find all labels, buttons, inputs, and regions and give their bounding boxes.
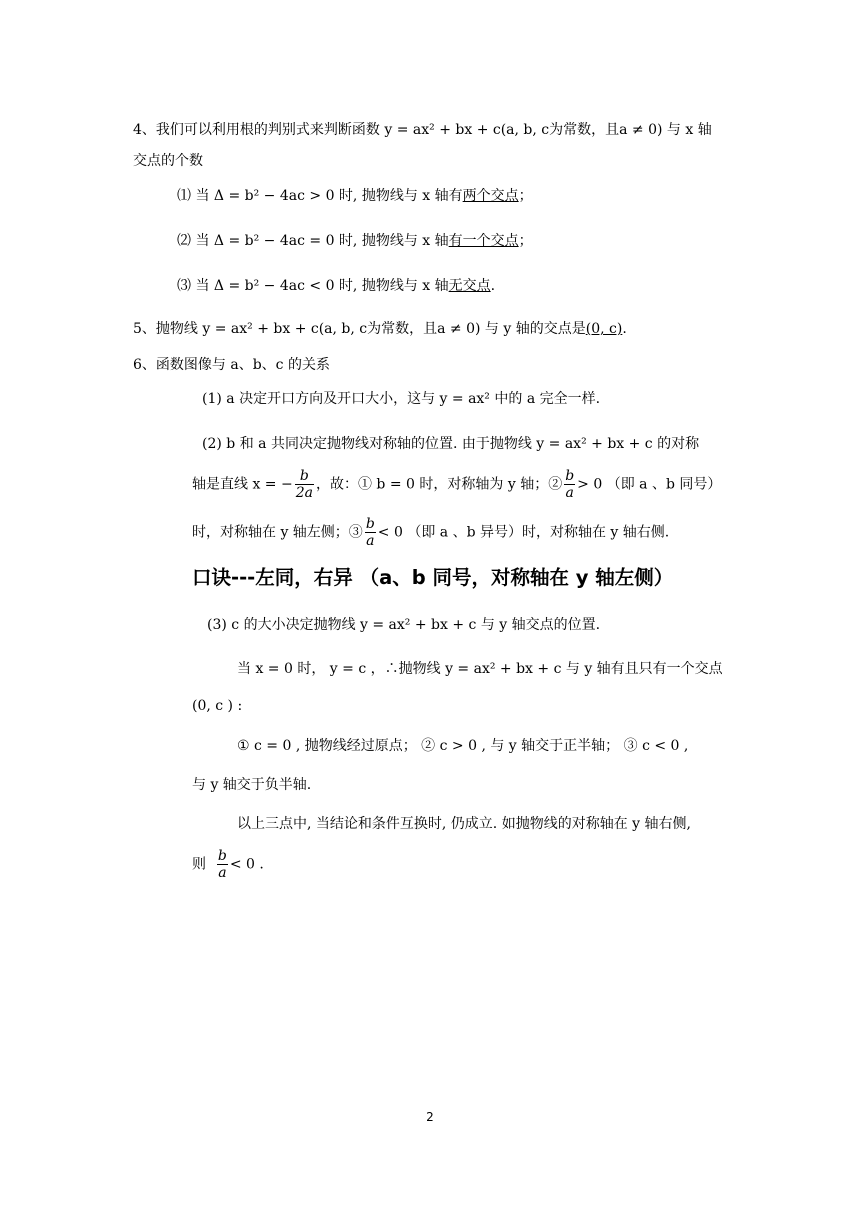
p2b-mid: ，故：① b = 0 时，对称轴为 y 轴；② (315, 476, 563, 493)
frac-den: a (218, 865, 227, 881)
frac-num: b (565, 468, 575, 484)
line-point3-c: ① c = 0 , 抛物线经过原点； ② c > 0 , 与 y 轴交于正半轴； ③ c < 0 , (237, 738, 689, 754)
frac-den: a (366, 533, 375, 549)
fraction-b-over-a (365, 516, 376, 549)
frac-den: a (565, 485, 574, 501)
case3-end: . (490, 278, 496, 294)
line-point3-b: (0, c ) : (192, 698, 243, 714)
p2b-text: 轴是直线 x = − (192, 476, 293, 493)
line-item4-case3 (177, 277, 495, 295)
line-item4-case2 (177, 232, 533, 250)
line-item4-b: 交点的个数 (133, 153, 203, 169)
mnemonic-heading: 口诀---左同，右异 （a、b 同号，对称轴在 y 轴左侧） (192, 566, 674, 589)
line-point2-b (192, 468, 721, 501)
line-point2-c (192, 516, 669, 549)
frac-num: b (365, 516, 375, 532)
case2-answer: 有一个交点 (448, 233, 519, 249)
case2-text: ⑵ 当 Δ = b² − 4ac = 0 时, 抛物线与 x 轴 (177, 233, 449, 249)
case3-text: ⑶ 当 Δ = b² − 4ac < 0 时, 抛物线与 x 轴 (177, 278, 449, 294)
line-point3-d: 与 y 轴交于负半轴. (192, 777, 312, 793)
fraction-b-over-2a (295, 468, 314, 501)
p2c-end: < 0 （即 a 、b 异号）时，对称轴在 y 轴右侧. (377, 524, 670, 541)
p2c-text: 时，对称轴在 y 轴左侧；③ (192, 524, 363, 541)
item5-end: . (622, 321, 627, 337)
item5-text: 5、抛物线 y = ax² + bx + c(a, b, c为常数，且a ≠ 0) 与 y 轴的交点是 (133, 321, 586, 337)
line-point1: (1) a 决定开口方向及开口大小，这与 y = ax² 中的 a 完全一样. (202, 391, 601, 407)
page-number: 2 (426, 1110, 434, 1124)
frac-den: 2a (295, 485, 313, 501)
note-b-text: 则 (192, 856, 206, 873)
case1-end: ； (518, 188, 533, 204)
line-point3-a: 当 x = 0 时， y = c ，∴抛物线 y = ax² + bx + c 与 y 轴有且只有一个交点 (237, 661, 723, 677)
line-point3: (3) c 的大小决定抛物线 y = ax² + bx + c 与 y 轴交点的位置. (207, 617, 601, 633)
line-item4-case1 (177, 187, 533, 205)
frac-num: b (295, 468, 314, 485)
fraction-b-over-a (217, 848, 228, 881)
note-b-end: < 0 . (229, 856, 264, 873)
line-item5 (133, 320, 627, 338)
case3-answer: 无交点 (448, 278, 491, 294)
line-note-a: 以上三点中, 当结论和条件互换时, 仍成立. 如抛物线的对称轴在 y 轴右侧, (237, 816, 691, 832)
frac-num: b (217, 848, 227, 864)
case2-end: ； (518, 233, 533, 249)
line-point2-a: (2) b 和 a 共同决定抛物线对称轴的位置. 由于抛物线 y = ax² + bx + c 的对称 (202, 436, 700, 452)
line-item4-a: 4、我们可以利用根的判别式来判断函数 y = ax² + bx + c(a, b, c为常数，且a ≠ 0) 与 x 轴 (133, 122, 712, 138)
line-note-b (192, 848, 264, 881)
case1-answer: 两个交点 (462, 188, 519, 204)
item5-answer: (0, c) (585, 321, 623, 337)
case1-text: ⑴ 当 Δ = b² − 4ac > 0 时, 抛物线与 x 轴有 (177, 188, 463, 204)
line-item6: 6、函数图像与 a、b、c 的关系 (133, 357, 330, 373)
p2b-end: > 0 （即 a 、b 同号） (577, 476, 722, 493)
fraction-b-over-a (564, 468, 575, 501)
